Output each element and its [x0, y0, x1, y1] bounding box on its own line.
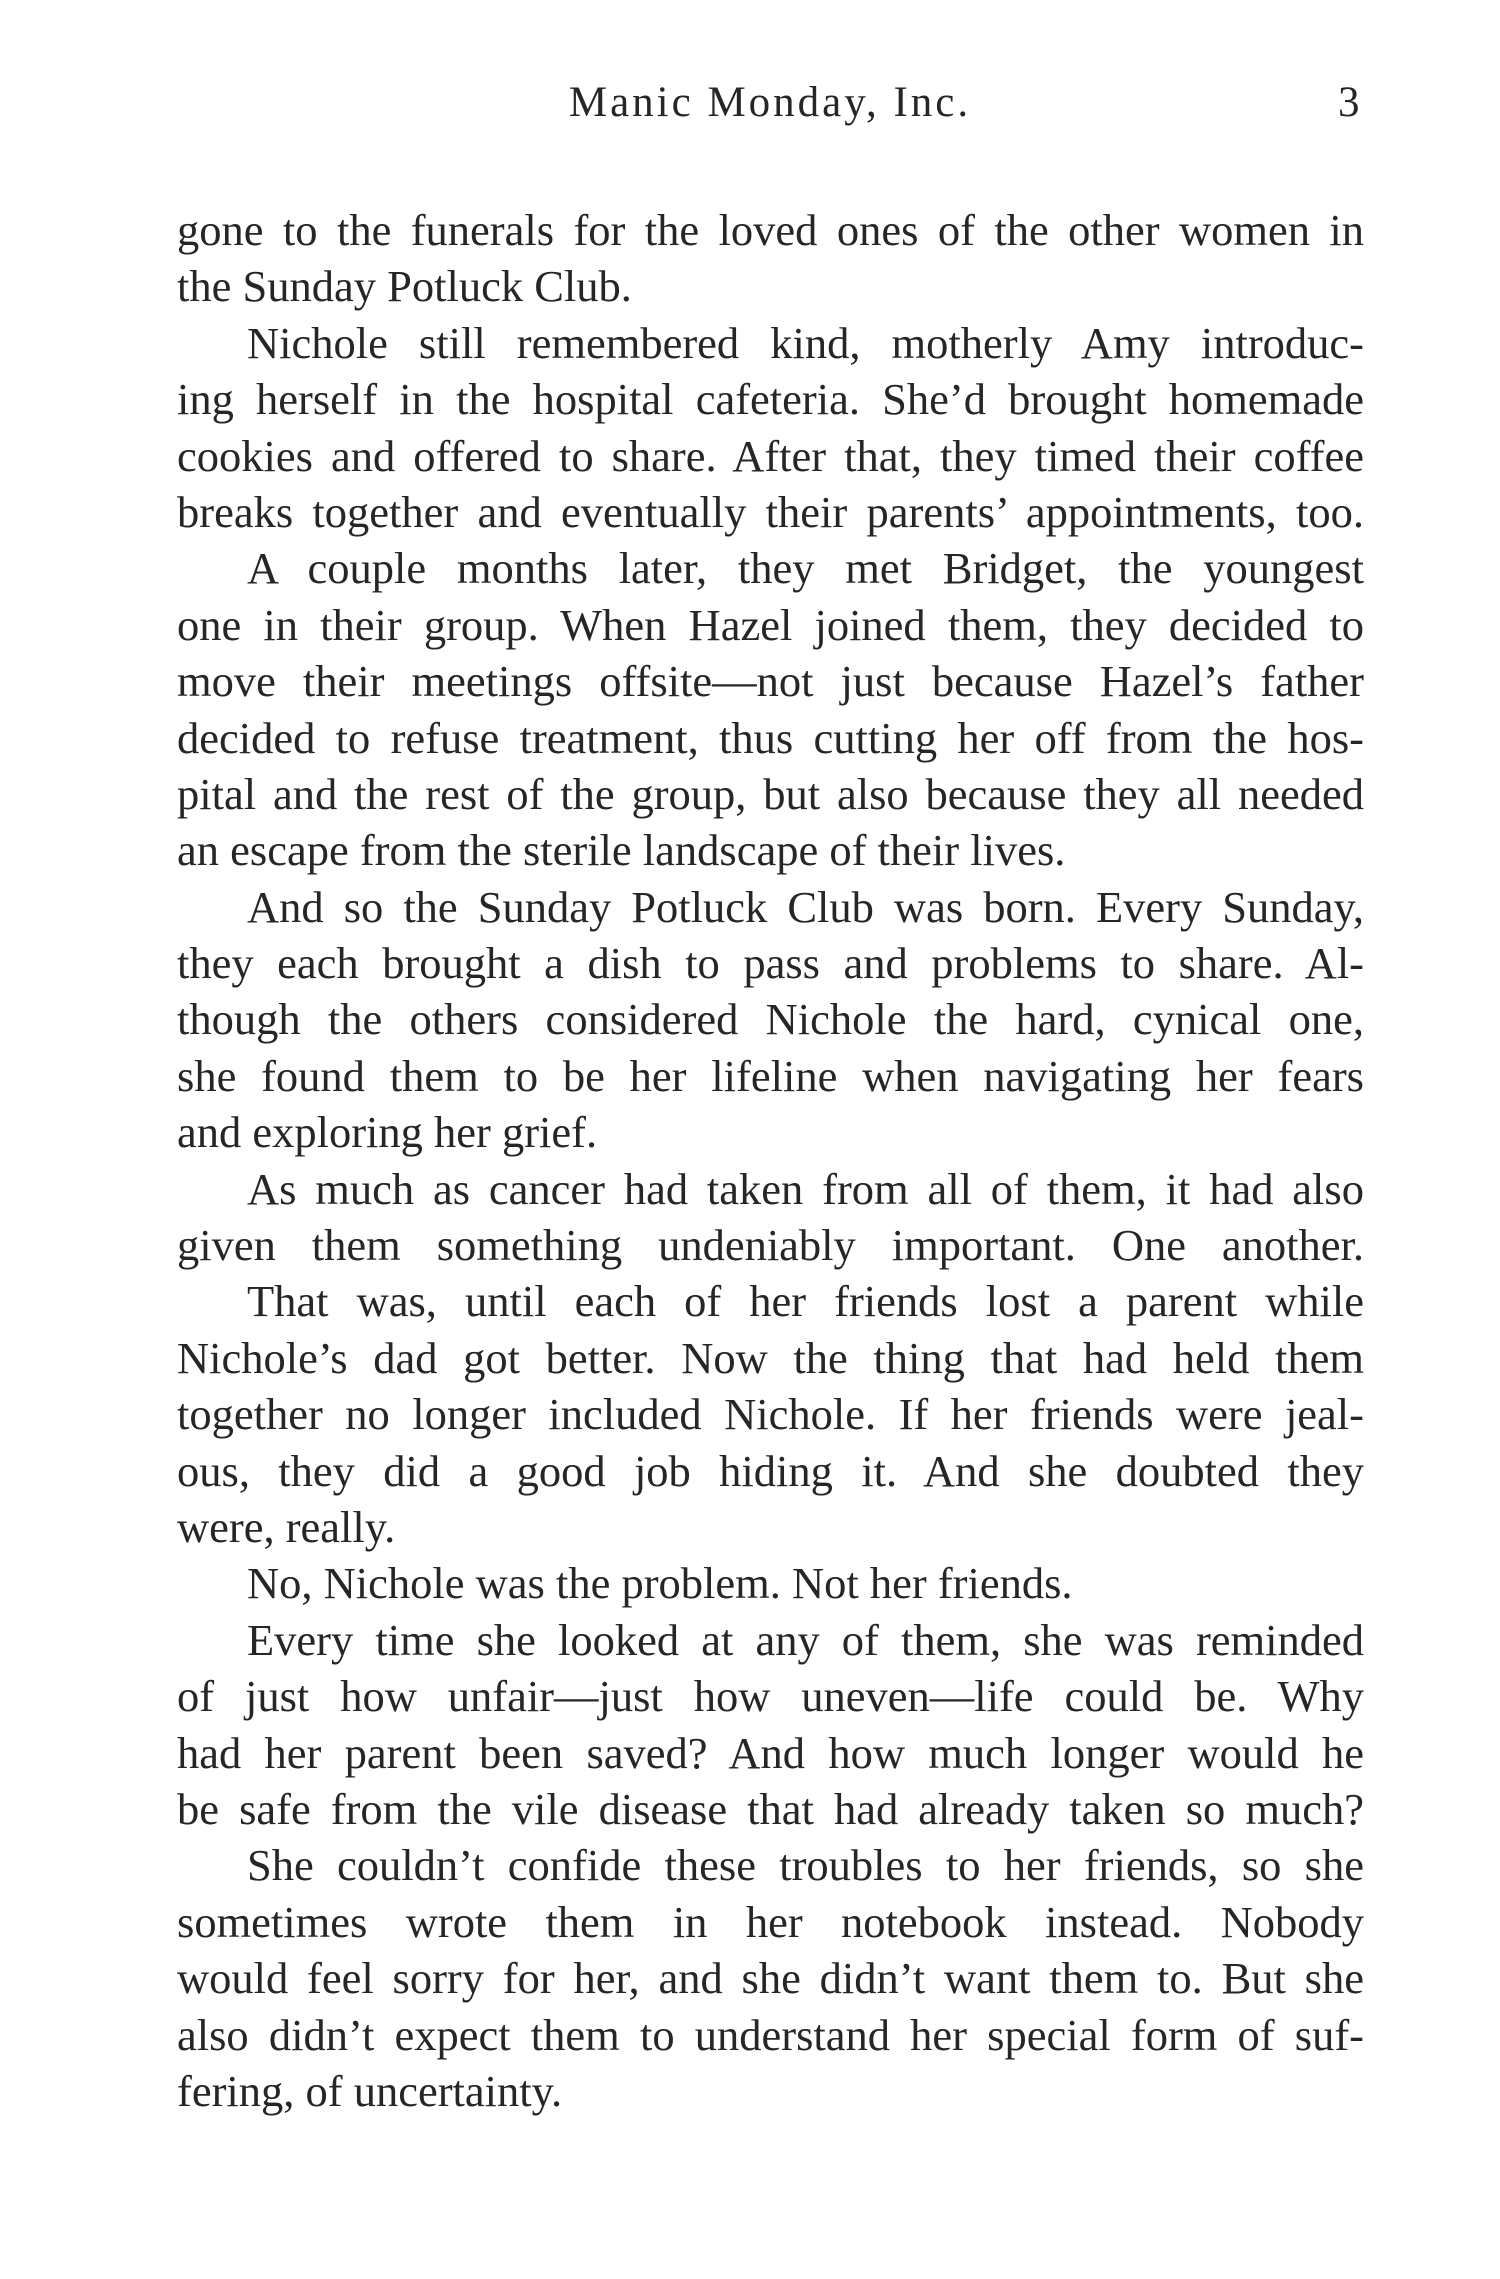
running-title: Manic Monday, Inc.	[568, 79, 972, 126]
text-line: one in their group. When Hazel joined them, they decided to	[177, 599, 1364, 650]
text-line: ous, they did a good job hiding it. And she doubted they	[177, 1445, 1364, 1496]
body-text	[177, 202, 1364, 2119]
paragraph	[177, 315, 1364, 541]
text-line: also didn’t expect them to understand her special form of suf-	[177, 2009, 1364, 2060]
paragraph	[177, 540, 1364, 878]
text-line: had her parent been saved? And how much longer would he	[177, 1727, 1364, 1778]
text-line: given them something undeniably important. One another.	[177, 1220, 1364, 1271]
text-line: ing herself in the hospital cafeteria. She’d brought homemade	[177, 374, 1364, 425]
text-line: of just how unfair—just how uneven—life could be. Why	[177, 1671, 1364, 1722]
text-line: pital and the rest of the group, but also because they all needed	[177, 768, 1364, 819]
text-line: Every time she looked at any of them, she was reminded	[247, 1614, 1364, 1665]
text-line: though the others considered Nichole the hard, cynical one,	[177, 994, 1364, 1045]
page-header	[0, 78, 1500, 138]
text-line: the Sunday Potluck Club.	[177, 261, 632, 312]
paragraph	[177, 1837, 1364, 2119]
text-line: and exploring her grief.	[177, 1107, 598, 1158]
text-line: move their meetings offsite—not just because Hazel’s father	[177, 656, 1364, 707]
text-line: be safe from the vile disease that had already taken so much?	[177, 1783, 1364, 1834]
text-line: And so the Sunday Potluck Club was born. Every Sunday,	[247, 881, 1364, 932]
text-line: Nichole’s dad got better. Now the thing that had held them	[177, 1332, 1364, 1383]
text-line: As much as cancer had taken from all of them, it had also	[247, 1163, 1364, 1214]
text-line: A couple months later, they met Bridget, the youngest	[247, 543, 1364, 594]
text-line: decided to refuse treatment, thus cutting her off from the hos-	[177, 712, 1364, 763]
paragraph	[177, 202, 1364, 315]
text-line: an escape from the sterile landscape of their lives.	[177, 825, 1066, 876]
text-line: That was, until each of her friends lost a parent while	[247, 1276, 1364, 1327]
text-line: gone to the funerals for the loved ones of the other women in	[177, 205, 1364, 255]
text-line: she found them to be her lifeline when navigating her fears	[177, 1050, 1364, 1101]
text-line: fering, of uncertainty.	[177, 2065, 563, 2116]
paragraph	[177, 1161, 1364, 1274]
paragraph	[177, 879, 1364, 1161]
text-line: would feel sorry for her, and she didn’t want them to. But she	[177, 1953, 1364, 2004]
text-line: they each brought a dish to pass and problems to share. Al-	[177, 938, 1364, 989]
text-line: Nichole still remembered kind, motherly Amy introduc-	[247, 317, 1364, 368]
text-line: No, Nichole was the problem. Not her friends.	[247, 1558, 1073, 1609]
text-line: sometimes wrote them in her notebook instead. Nobody	[177, 1896, 1364, 1947]
page-number: 3	[1338, 79, 1360, 126]
paragraph	[177, 1612, 1364, 1838]
text-line: breaks together and eventually their parents’ appointments, too.	[177, 486, 1364, 537]
paragraph	[177, 1555, 1364, 1611]
paragraph	[177, 1273, 1364, 1555]
text-line: cookies and offered to share. After that, they timed their coffee	[177, 430, 1364, 481]
text-line: were, really.	[177, 1501, 396, 1552]
text-line: together no longer included Nichole. If her friends were jeal-	[177, 1389, 1364, 1440]
text-line: She couldn’t confide these troubles to her friends, so she	[247, 1840, 1364, 1891]
